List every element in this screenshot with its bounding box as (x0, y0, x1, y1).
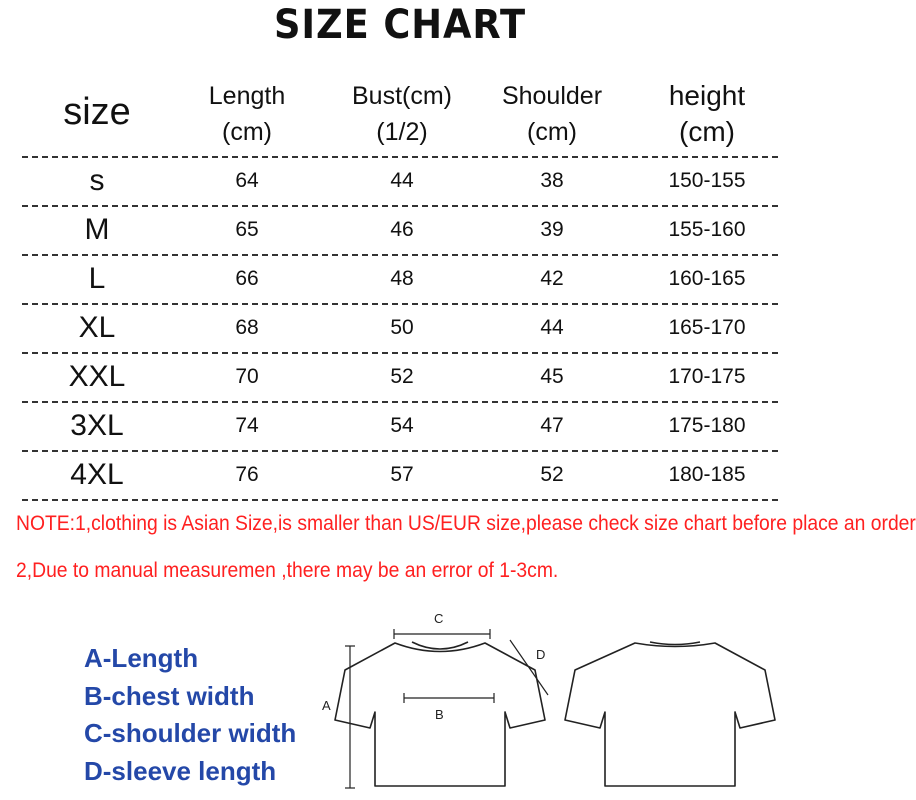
cell-bust: 57 (390, 463, 414, 486)
table-row (22, 207, 778, 256)
cell-height: 155-160 (668, 218, 746, 241)
cell-bust: 46 (390, 218, 414, 241)
cell-shoulder: 39 (540, 218, 564, 241)
cell-height: 165-170 (668, 316, 746, 339)
cell-bust: 54 (390, 414, 414, 437)
tshirt-front-collar (412, 642, 468, 649)
table-row (22, 305, 778, 354)
cell-size: XXL (68, 360, 126, 393)
cell-bust: 44 (390, 169, 414, 192)
cell-length: 65 (235, 218, 259, 241)
cell-length: 64 (235, 169, 259, 192)
cell-shoulder: 44 (540, 316, 564, 339)
cell-shoulder: 47 (540, 414, 564, 437)
label-a: A (322, 698, 331, 713)
cell-size: 4XL (70, 458, 124, 491)
cell-size: 3XL (70, 409, 124, 442)
cell-size: L (88, 262, 106, 295)
label-d: D (536, 647, 546, 662)
tshirt-back-collar (650, 642, 700, 645)
label-c: C (434, 611, 444, 626)
page-title: SIZE CHART (273, 2, 527, 48)
measurement-legend (84, 640, 296, 790)
table-header (22, 72, 778, 158)
cell-height: 170-175 (668, 365, 746, 388)
cell-height: 175-180 (668, 414, 746, 437)
col-header-length: Length (cm) (208, 82, 286, 146)
label-b: B (435, 707, 444, 722)
cell-size: s (89, 164, 105, 197)
legend-item-length: A-Length (84, 643, 199, 673)
cell-shoulder: 52 (540, 463, 564, 486)
col-header-size: size (63, 91, 131, 133)
cell-bust: 52 (390, 365, 414, 388)
cell-shoulder: 45 (540, 365, 564, 388)
cell-size: XL (78, 311, 116, 344)
table-row (22, 452, 778, 501)
col-header-bust: Bust(cm) (1/2) (352, 82, 452, 146)
cell-bust: 50 (390, 316, 414, 339)
col-header-height: height (cm) (668, 80, 746, 147)
cell-shoulder: 38 (540, 169, 564, 192)
cell-length: 76 (235, 463, 259, 486)
size-table (22, 72, 778, 501)
tshirt-measurement-diagram (300, 598, 780, 798)
cell-height: 160-165 (668, 267, 746, 290)
table-row (22, 354, 778, 403)
cell-length: 74 (235, 414, 259, 437)
table-row (22, 158, 778, 207)
cell-shoulder: 42 (540, 267, 564, 290)
legend-item-chest: B-chest width (84, 680, 255, 711)
legend-item-sleeve: D-sleeve length (84, 755, 277, 786)
legend-item-shoulder: C-shoulder width (84, 718, 297, 748)
cell-length: 68 (235, 316, 259, 339)
cell-size: M (84, 213, 110, 246)
note-line-1: NOTE:1,clothing is Asian Size,is smaller than US/EUR size,please check size chart before place an order (16, 512, 916, 535)
tshirt-back-icon (565, 643, 775, 786)
table-row (22, 256, 778, 305)
cell-bust: 48 (390, 267, 414, 290)
cell-height: 180-185 (668, 463, 746, 486)
note-line-2: 2,Due to manual measuremen ,there may be an error of 1-3cm. (16, 559, 559, 582)
cell-length: 70 (235, 365, 259, 388)
cell-height: 150-155 (668, 169, 746, 192)
cell-length: 66 (235, 267, 259, 290)
col-header-shoulder: Shoulder (cm) (501, 82, 603, 146)
table-row (22, 403, 778, 452)
